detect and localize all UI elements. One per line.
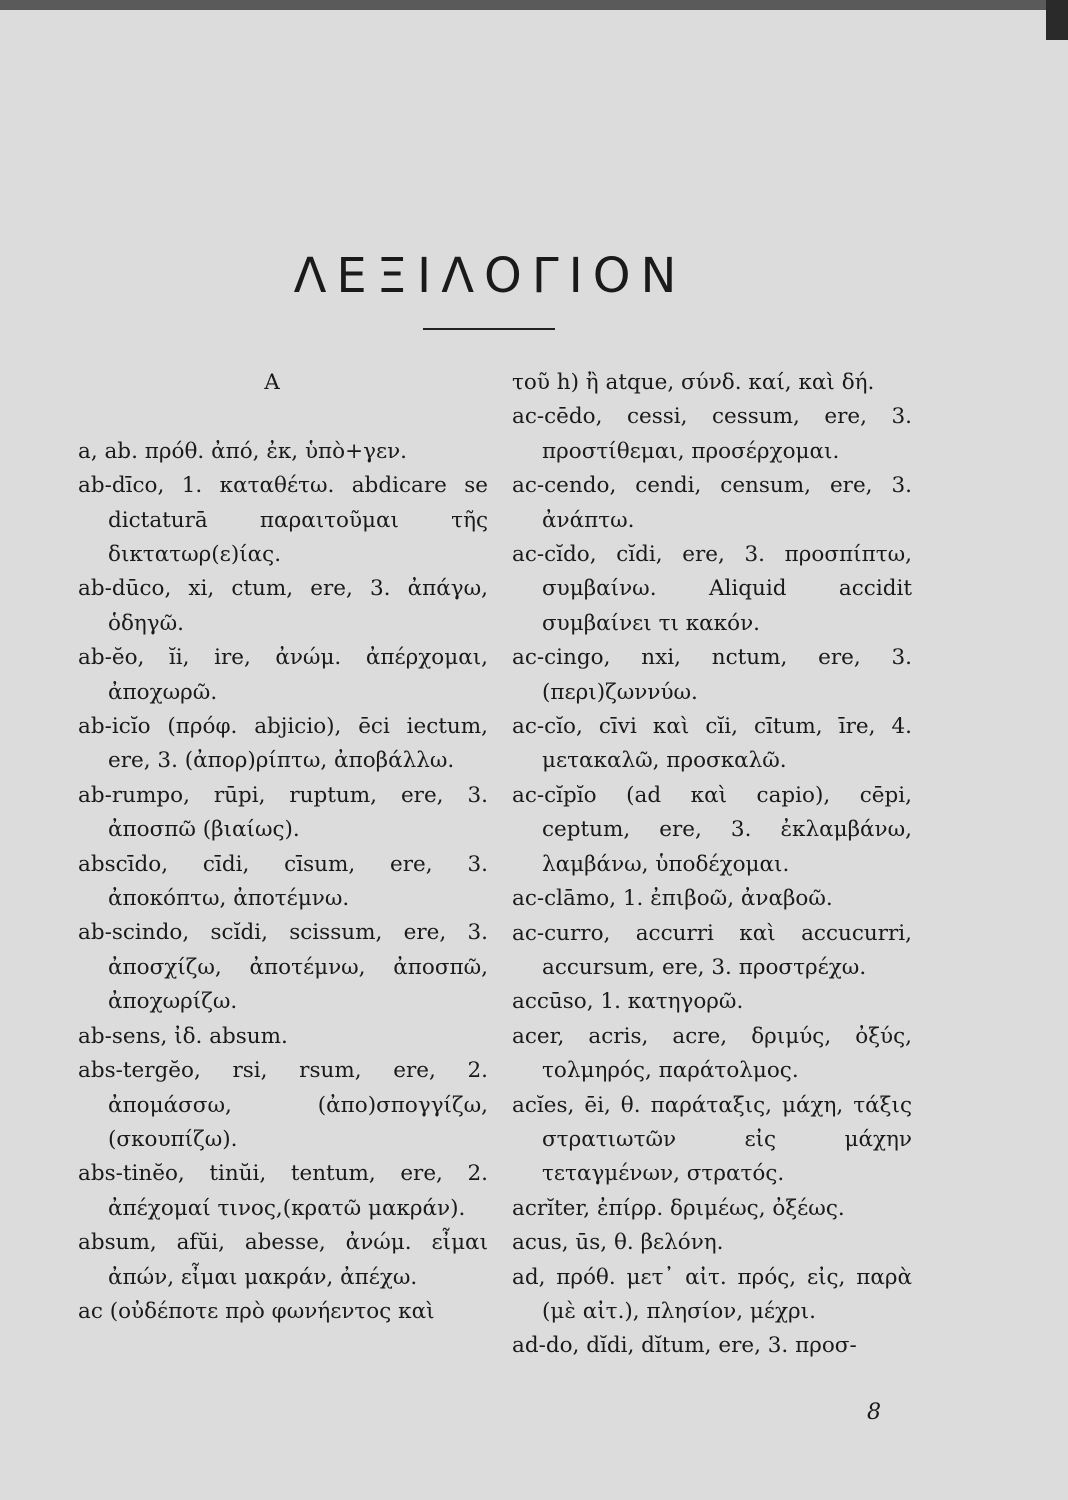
dictionary-entry: ad-do, dĭdi, dĭtum, ere, 3. προσ- bbox=[512, 1333, 857, 1359]
dictionary-entry: accūso, 1. κατηγορῶ. bbox=[512, 989, 744, 1015]
dictionary-entry: ab-sens, ἰδ. absum. bbox=[78, 1023, 288, 1049]
title-underline bbox=[423, 328, 555, 330]
dictionary-entry: absum, afŭi, abesse, ἀνώμ. εἶμαι ἀπών, εἶμαι μακράν, ἀπέχω. bbox=[78, 1230, 488, 1290]
dictionary-entry: abs-tinĕo, tinŭi, tentum, ere, 2. ἀπέχομαί τινος,(κρατῶ μακράν). bbox=[78, 1161, 488, 1221]
dictionary-entry: ab-ĕo, ĭi, ire, ἀνώμ. ἀπέρχομαι, ἀποχωρῶ. bbox=[78, 645, 488, 705]
dictionary-entry: τοῦ h) ἢ atque, σύνδ. καί, καὶ δή. bbox=[512, 370, 875, 395]
dictionary-entry: ac-cĭdo, cĭdi, ere, 3. προσπίπτω, συμβαίνω. Aliquid accidit συμβαίνει τι κακόν. bbox=[512, 542, 912, 636]
dictionary-entry: ab-scindo, scĭdi, scissum, ere, 3. ἀποσχίζω, ἀποτέμνω, ἀποσπῶ, ἀποχωρίζω. bbox=[78, 920, 488, 1015]
dictionary-entry: acrĭter, ἐπίρρ. δριμέως, ὀξέως. bbox=[512, 1195, 845, 1221]
dictionary-entry: ac (οὐδέποτε πρὸ φωνήεντος καὶ bbox=[78, 1298, 435, 1324]
left-column bbox=[78, 366, 488, 1329]
page-top-edge bbox=[0, 0, 1068, 10]
dictionary-entry: acer, acris, acre, δριμύς, ὀξύς, τολμηρός, παράτολμος. bbox=[512, 1023, 912, 1084]
dictionary-entry: ad, πρόθ. μετ᾿ αἰτ. πρός, εἰς, παρὰ (μὲ αἰτ.), πλησίον, μέχρι. bbox=[512, 1264, 912, 1324]
dictionary-entry: abs-tergĕo, rsi, rsum, ere, 2. ἀπομάσσω, (ἀπο)σπογγίζω, (σκουπίζω). bbox=[78, 1058, 488, 1152]
dictionary-entry: ab-icĭo (πρόφ. abjicio), ēci iectum, ere, 3. (ἀπορ)ρίπτω, ἀποβάλλω. bbox=[78, 714, 488, 774]
dictionary-entry: ac-clāmo, 1. ἐπιβοῶ, ἀναβοῶ. bbox=[512, 886, 833, 912]
right-column bbox=[512, 366, 912, 1364]
dictionary-entry: ab-dūco, xi, ctum, ere, 3. ἀπάγω, ὁδηγῶ. bbox=[78, 576, 488, 636]
dictionary-entry: ac-curro, accurri καὶ accucurri, accursum, ere, 3. προστρέχω. bbox=[512, 920, 912, 980]
dictionary-entry: ac-cĭo, cīvi καὶ cĭi, cītum, īre, 4. μετακαλῶ, προσκαλῶ. bbox=[512, 714, 912, 774]
dictionary-entry: ab-rumpo, rūpi, ruptum, ere, 3. ἀποσπῶ (βιαίως). bbox=[78, 782, 488, 843]
letter-heading: A bbox=[264, 370, 280, 395]
page-corner-shadow bbox=[1046, 0, 1068, 40]
dictionary-entry: a, ab. πρόθ. ἀπό, ἐκ, ὑπὸ+γεν. bbox=[78, 438, 408, 464]
dictionary-entry: ac-cendo, cendi, censum, ere, 3. ἀνάπτω. bbox=[512, 473, 912, 533]
dictionary-entry: acĭes, ēi, θ. παράταξις, μάχη, τάξις στρατιωτῶν εἰς μάχην τεταγμένων, στρατός. bbox=[512, 1092, 912, 1187]
dictionary-entry: acus, ūs, θ. βελόνη. bbox=[512, 1230, 724, 1256]
page-number: 8 bbox=[867, 1400, 881, 1425]
dictionary-entry: ac-cĭpĭo (ad καὶ capio), cēpi, ceptum, ere, 3. ἐκλαμβάνω, λαμβάνω, ὑποδέχομαι. bbox=[512, 782, 912, 877]
dictionary-entry: ac-cēdo, cessi, cessum, ere, 3. προστίθεμαι, προσέρχομαι. bbox=[512, 404, 912, 464]
dictionary-entry: ac-cingo, nxi, nctum, ere, 3. (περι)ζωννύω. bbox=[512, 645, 912, 705]
dictionary-entry: abscīdo, cīdi, cīsum, ere, 3. ἀποκόπτω, ἀποτέμνω. bbox=[78, 851, 488, 912]
page-title: ΛΕΞΙΛΟΓΙΟΝ bbox=[293, 248, 687, 304]
dictionary-entry: ab-dīco, 1. καταθέτω. abdicare se dictaturā παραιτοῦμαι τῆς δικτατωρ(ε)ίας. bbox=[78, 473, 488, 567]
